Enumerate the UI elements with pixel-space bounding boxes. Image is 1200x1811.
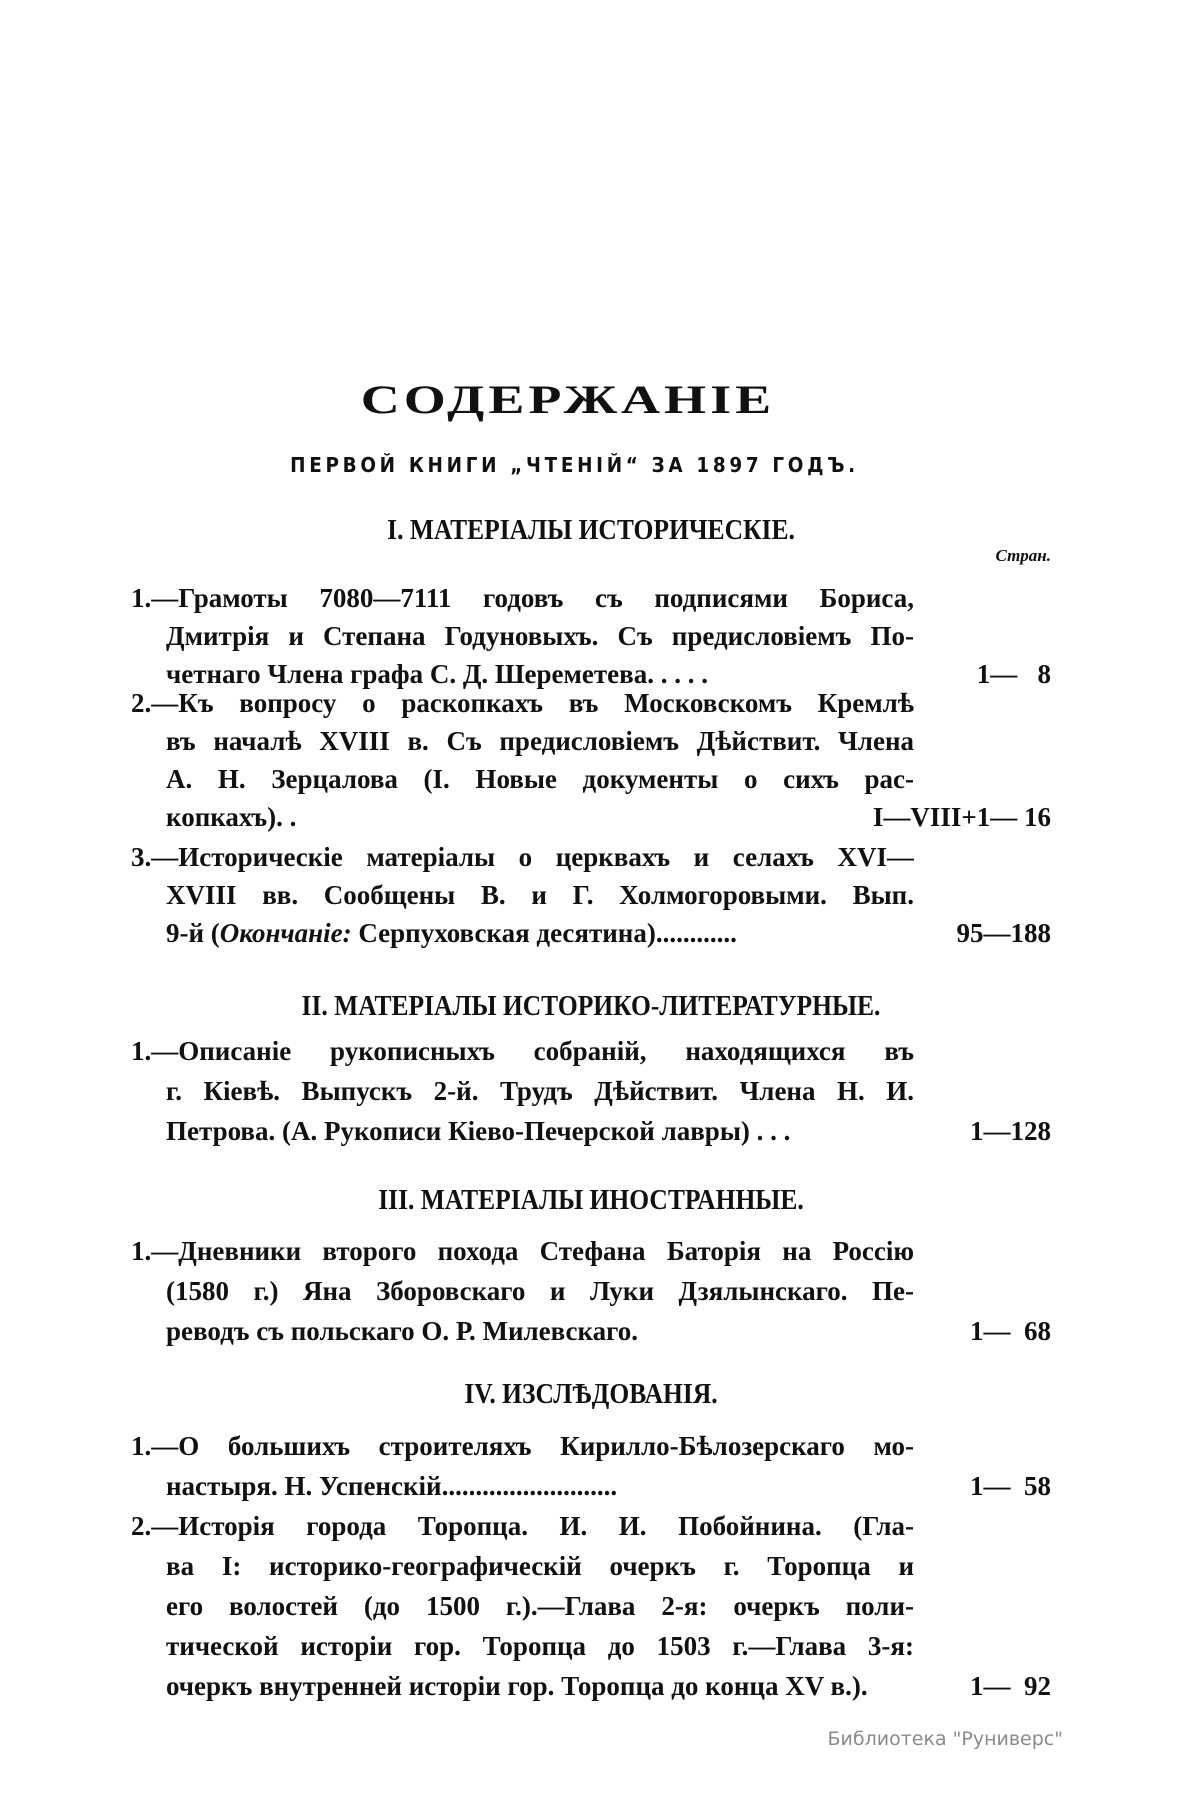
entry-line-italic: Окончаніе: [219,918,352,948]
section-heading-3: III. МАТЕРІАЛЫ ИНОСТРАННЫЕ. [378,1184,804,1216]
entry-line: г. Кіевѣ. Выпускъ 2-й. Трудъ Дѣйствит. Члена Н. И. [166,1076,914,1106]
pages-column-header: Стран. [995,546,1051,565]
section-heading-2: II. МАТЕРІАЛЫ ИСТОРИКО-ЛИТЕРАТУРНЫЕ. [301,990,881,1022]
entry-line: четнаго Члена графа С. Д. Шереметева. . . . . [166,659,708,689]
entry-line: его волостей (до 1500 г.).—Глава 2-я: очеркъ поли- [166,1591,914,1621]
toc-entry [131,1231,1051,1351]
entry-line: Дмитрія и Степана Годуновыхъ. Съ предисловіемъ По- [166,621,914,651]
toc-entry [131,838,1051,952]
page-range: I—VIII+1— 16 [872,802,1051,832]
toc-entry [131,1426,1051,1506]
entry-line-rest: Серпуховская десятина)............ [351,918,737,948]
entry-line-prefix: 9-й ( [166,918,220,948]
entry-line: реводъ съ польскаго О. Р. Милевскаго. [166,1316,639,1346]
entry-line: настыря. Н. Успенскій.......................... [166,1471,618,1501]
toc-entry [131,1031,1051,1151]
entry-line: 1.—Грамоты 7080—7111 годовъ съ подписями Бориса, [131,583,914,613]
entry-line: XVIII вв. Сообщены В. и Г. Холмогоровыми. Вып. [166,880,914,910]
library-watermark: Библиотека "Руниверс" [827,1728,1063,1750]
page-range: 1—128 [970,1116,1051,1146]
entry-line: 1.—Дневники второго похода Стефана Баторія на Россію [131,1236,914,1266]
toc-entry [131,579,1051,693]
toc-entry [131,684,1051,836]
entry-line: очеркъ внутренней исторіи гор. Торопца до конца XV в.). [166,1671,868,1701]
entry-line: 1.—Описаніе рукописныхъ собраній, находящихся въ [131,1036,914,1066]
entry-line: ва I: историко-географическій очеркъ г. Торопца и [166,1551,914,1581]
entry-line: 3.—Историческіе матеріалы о церквахъ и селахъ XVI— [131,842,914,872]
section-heading-4: IV. ИЗСЛѢДОВАНІЯ. [464,1378,718,1410]
section-heading-1: I. МАТЕРІАЛЫ ИСТОРИЧЕСКІЕ. [387,514,795,546]
toc-entry [131,1506,1051,1706]
entry-line: 2.—Къ вопросу о раскопкахъ въ Московскомъ Кремлѣ [131,688,914,718]
page-range: 1— 92 [970,1671,1051,1701]
page-range: 1— 68 [970,1316,1051,1346]
entry-line: въ началѣ XVIII в. Съ предисловіемъ Дѣйствит. Члена [166,726,914,756]
entry-line [166,914,914,952]
entry-line: А. Н. Зерцалова (I. Новые документы о сихъ рас- [166,764,914,794]
entry-line: (1580 г.) Яна Зборовскаго и Луки Дзялынскаго. Пе- [166,1276,914,1306]
page-range: 95—188 [956,918,1051,948]
entry-line: тической исторіи гор. Торопца до 1503 г.—Глава 3-я: [166,1631,914,1661]
entry-line: 1.—О большихъ строителяхъ Кирилло-Бѣлозерскаго мо- [131,1431,914,1461]
page-subtitle: ПЕРВОЙ КНИГИ „ЧТЕНІЙ“ ЗА 1897 ГОДЪ. [290,453,859,477]
entry-line: 2.—Исторія города Торопца. И. И. Побойнина. (Гла- [131,1511,914,1541]
page-title: СОДЕРЖАНІЕ [360,377,776,422]
page-range: 1— 58 [970,1471,1051,1501]
entry-line: Петрова. (А. Рукописи Кіево-Печерской лавры) . . . [166,1116,791,1146]
entry-line: копкахъ). . [166,802,297,832]
page-range: 1— 8 [976,659,1051,689]
